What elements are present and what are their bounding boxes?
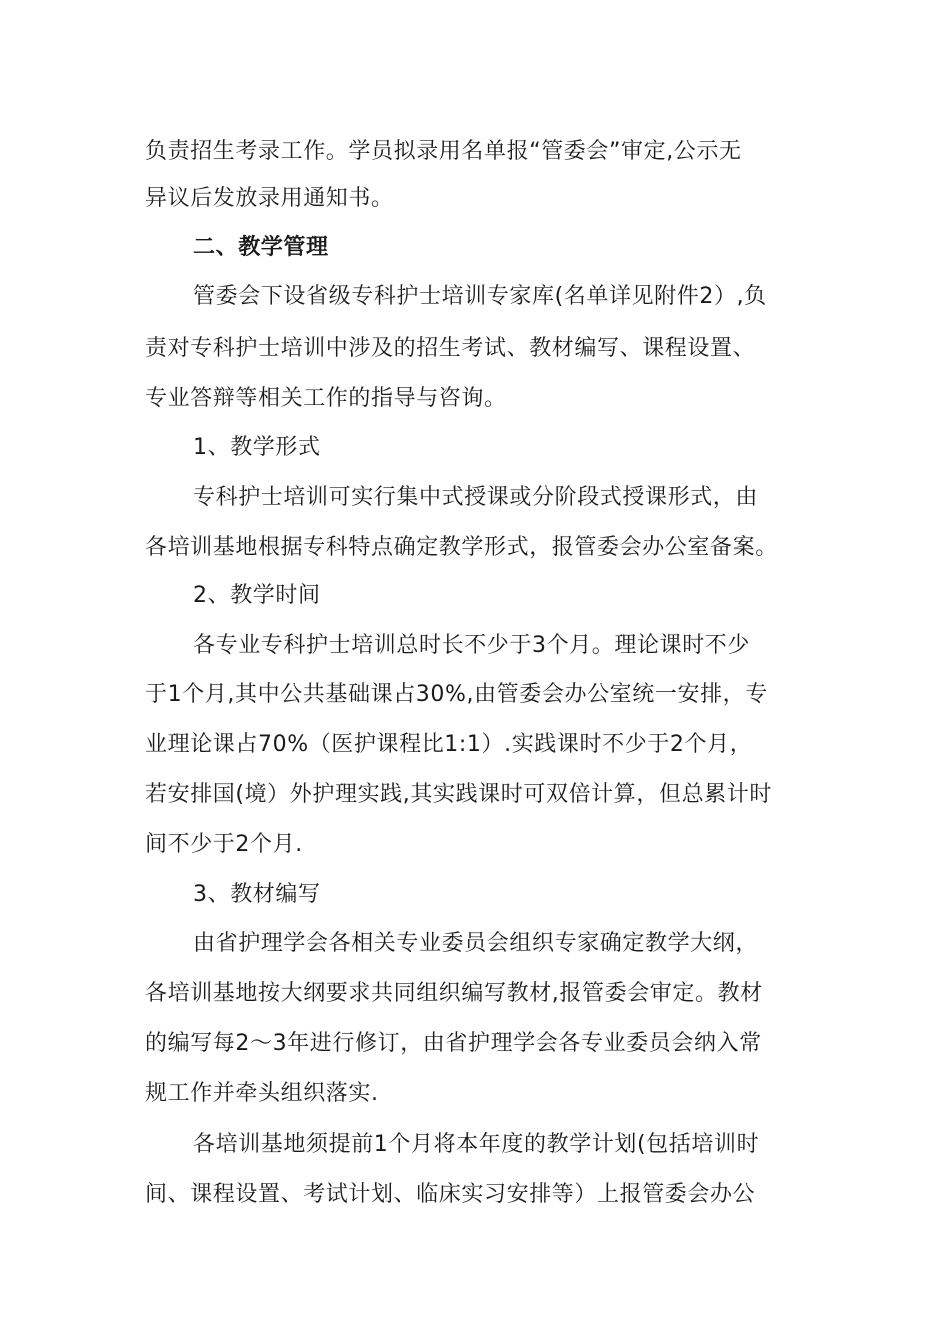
text-line-14: 若安排国(境）外护理实践,其实践课时可双倍计算，但总累计时	[145, 782, 772, 807]
text-line-22: 间、课程设置、考试计划、临床实习安排等）上报管委会办公	[145, 1182, 756, 1207]
subheading-teaching-time: 2、教学时间	[193, 583, 321, 608]
text-line-11: 各专业专科护士培训总时长不少于3个月。理论课时不少	[193, 633, 750, 658]
text-line-12: 于1个月,其中公共基础课占30%,由管委会办公室统一安排，专	[145, 682, 768, 707]
subheading-teaching-form: 1、教学形式	[193, 435, 321, 460]
section-heading-teaching-management: 二、教学管理	[193, 235, 329, 260]
text-line-13: 业理论课占70%（医护课程比1:1）.实践课时不少于2个月，	[145, 732, 753, 757]
text-line-18: 各培训基地按大纲要求共同组织编写教材,报管委会审定。教材	[145, 981, 763, 1006]
text-line-9: 各培训基地根据专科特点确定教学形式，报管委会办公室备案。	[145, 535, 778, 560]
text-line-17: 由省护理学会各相关专业委员会组织专家确定教学大纲，	[193, 931, 759, 956]
subheading-textbook-compilation: 3、教材编写	[193, 882, 321, 907]
text-line-15: 间不少于2个月.	[145, 832, 303, 857]
text-line-2: 异议后发放录用通知书。	[145, 186, 394, 211]
text-line-1: 负责招生考录工作。学员拟录用名单报“管委会”审定,公示无	[145, 139, 742, 164]
text-line-19: 的编写每2～3年进行修订，由省护理学会各专业委员会纳入常	[145, 1031, 762, 1056]
text-line-21: 各培训基地须提前1个月将本年度的教学计划(包括培训时	[193, 1132, 760, 1157]
text-line-20: 规工作并牵头组织落实.	[145, 1081, 379, 1106]
text-line-5: 责对专科护士培训中涉及的招生考试、教材编写、课程设置、	[145, 336, 756, 361]
text-line-4: 管委会下设省级专科护士培训专家库(名单详见附件2）,负	[193, 284, 767, 309]
text-line-6: 专业答辩等相关工作的指导与咨询。	[145, 386, 507, 411]
text-line-8: 专科护士培训可实行集中式授课或分阶段式授课形式，由	[193, 485, 759, 510]
